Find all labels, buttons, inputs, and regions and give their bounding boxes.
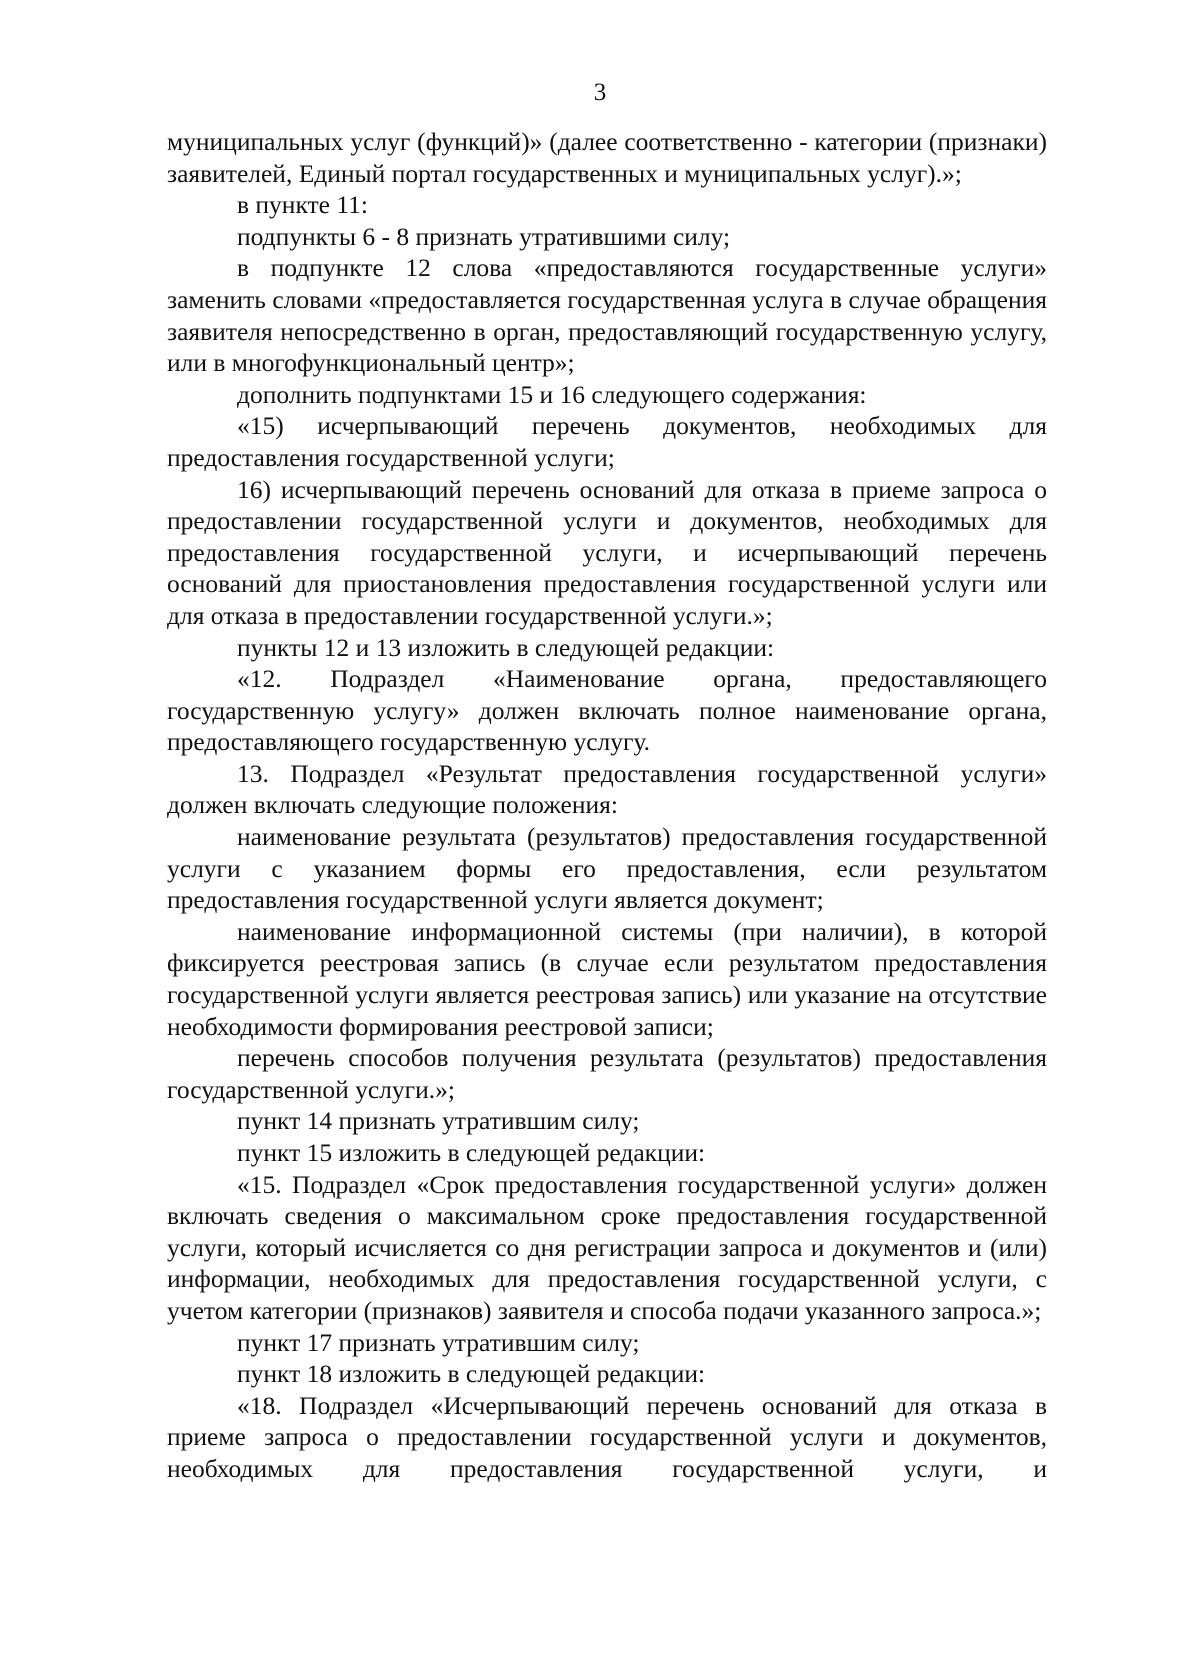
paragraph: в подпункте 12 слова «предоставляются государственные услуги» заменить словами «предоставляется государственная услуга в случае обращения заявителя непосредственно в орган, предоставляющий государственную услугу, или в многофункциональный центр»;	[167, 253, 1047, 378]
paragraph: наименование результата (результатов) предоставления государственной услуги с указанием формы его предоставления, если результатом предоставления государственной услуги является документ;	[167, 822, 1047, 915]
paragraph: подпункты 6 - 8 признать утратившими силу;	[237, 221, 731, 251]
paragraph: пункты 12 и 13 изложить в следующей редакции:	[237, 632, 775, 662]
paragraph: дополнить подпунктами 15 и 16 следующего содержания:	[237, 379, 867, 409]
paragraph: «15. Подраздел «Срок предоставления государственной услуги» должен включать сведения о максимальном сроке предоставления государственной услуги, который исчисляется со дня регистрации запроса и документов и (или) информации, необходимых для предоставления государственной услуги, с учетом категории (признаков) заявителя и способа подачи указанного запроса.»;	[167, 1169, 1047, 1325]
paragraph: 16) исчерпывающий перечень оснований для отказа в приеме запроса о предоставлении государственной услуги и документов, необходимых для предоставления государственной услуги, и исчерпывающий перечень оснований для приостановления предоставления государственной услуги или для отказа в предоставлении государственной услуги.»;	[167, 474, 1047, 630]
paragraph: «18. Подраздел «Исчерпывающий перечень оснований для отказа в приеме запроса о предоставлении государственной услуги и документов, необходимых для предоставления государственной услуги, и	[167, 1390, 1047, 1483]
paragraph: перечень способов получения результата (результатов) предоставления государственной услуги.»;	[167, 1043, 1047, 1104]
paragraph: «12. Подраздел «Наименование органа, предоставляющего государственную услугу» должен включать полное наименование органа, предоставляющего государственную услугу.	[167, 664, 1047, 757]
paragraph: муниципальных услуг (функций)» (далее соответственно - категории (признаки) заявителей, Единый портал государственных и муниципальных услуг).»;	[167, 127, 1047, 188]
paragraph: наименование информационной системы (при наличии), в которой фиксируется реестровая запись (в случае если результатом предоставления государственной услуги является реестровая запись) или указание на отсутствие необходимости формирования реестровой записи;	[167, 916, 1047, 1041]
paragraph: пункт 18 изложить в следующей редакции:	[237, 1359, 706, 1389]
paragraph: в пункте 11:	[237, 190, 368, 220]
paragraph: пункт 17 признать утратившим силу;	[237, 1327, 640, 1357]
paragraph: пункт 14 признать утратившим силу;	[237, 1106, 640, 1136]
document-body	[167, 126, 1047, 1485]
paragraph: «15) исчерпывающий перечень документов, необходимых для предоставления государственной услуги;	[167, 411, 1047, 472]
paragraph: пункт 15 изложить в следующей редакции:	[237, 1138, 706, 1167]
page-number: 3	[593, 79, 607, 106]
paragraph: 13. Подраздел «Результат предоставления государственной услуги» должен включать следующие положения:	[167, 758, 1047, 820]
